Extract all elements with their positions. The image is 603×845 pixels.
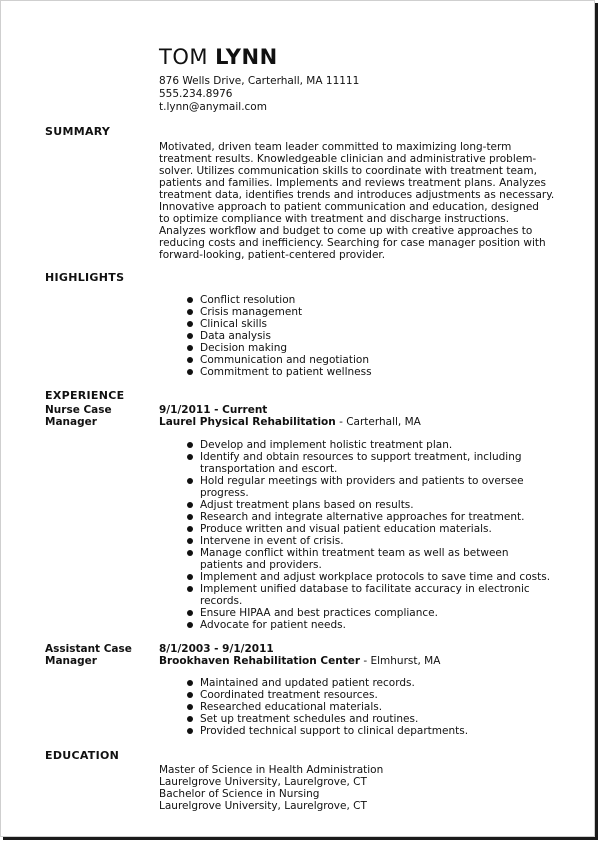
education-heading: EDUCATION — [45, 749, 120, 762]
summary-line: Analyzes workflow and budget to come up with creative approaches to — [159, 225, 533, 237]
job-title-line: Nurse Case Manager — [45, 404, 112, 428]
duty-item: Adjust treatment plans based on results. — [181, 499, 566, 511]
job-duties-list — [181, 439, 566, 631]
job-employer — [159, 655, 440, 667]
duty-item: Maintained and updated patient records. — [181, 677, 566, 689]
experience-heading: EXPERIENCE — [45, 389, 125, 402]
highlight-item: Decision making — [181, 342, 566, 354]
job-duties-list — [181, 677, 566, 737]
education-details — [159, 764, 383, 812]
job-title — [45, 643, 157, 667]
job-title-line: Manager — [45, 655, 97, 667]
job-title — [45, 404, 157, 428]
highlight-item: Communication and negotiation — [181, 354, 566, 366]
job-title-line: Assistant Case — [45, 643, 132, 655]
contact-info — [159, 75, 359, 114]
job-employer — [159, 416, 421, 428]
highlights-heading: HIGHLIGHTS — [45, 271, 125, 284]
highlight-item: Conflict resolution — [181, 294, 566, 306]
duty-item: Manage conflict within treatment team as well as between patients and providers. — [181, 547, 566, 571]
duty-item: Coordinated treatment resources. — [181, 689, 566, 701]
duty-item: Researched educational materials. — [181, 701, 566, 713]
company-name: Brookhaven Rehabilitation Center — [159, 655, 361, 667]
highlights-list — [181, 294, 566, 378]
duty-item: Research and integrate alternative approaches for treatment. — [181, 511, 566, 523]
school: Laurelgrove University, Laurelgrove, CT — [159, 776, 367, 788]
duty-item: Implement unified database to facilitate accuracy in electronic records. — [181, 583, 566, 607]
summary-line: treatment data, identifies trends and introduces adjustments as necessary. — [159, 189, 555, 201]
duty-item: Produce written and visual patient education materials. — [181, 523, 566, 535]
summary-heading: SUMMARY — [45, 125, 111, 138]
company-location: - Elmhurst, MA — [360, 655, 441, 667]
summary-line: forward-looking, patient-centered provider. — [159, 249, 386, 261]
summary-line: patients and families. Implements and reviews treatment plans. Analyzes — [159, 177, 546, 189]
summary-line: solver. Utilizes communication skills to coordinate with treatment team, — [159, 165, 537, 177]
first-name: TOM — [159, 45, 208, 69]
summary-line: Innovative approach to patient communication and education, designed — [159, 201, 539, 213]
duty-item: Hold regular meetings with providers and patients to oversee progress. — [181, 475, 566, 499]
job-dates: 8/1/2003 - 9/1/2011 — [159, 643, 274, 655]
duty-item: Provided technical support to clinical departments. — [181, 725, 566, 737]
duty-item: Set up treatment schedules and routines. — [181, 713, 566, 725]
summary-line: reducing costs and inefficiency. Searching for case manager position with — [159, 237, 546, 249]
highlight-item: Clinical skills — [181, 318, 566, 330]
company-name: Laurel Physical Rehabilitation — [159, 416, 336, 428]
job-dates: 9/1/2011 - Current — [159, 404, 268, 416]
duty-item: Develop and implement holistic treatment plan. — [181, 439, 566, 451]
candidate-name — [159, 45, 278, 69]
last-name: LYNN — [215, 45, 278, 69]
duty-item: Advocate for patient needs. — [181, 619, 566, 631]
summary-line: to optimize compliance with treatment and discharge instructions. — [159, 213, 510, 225]
degree: Bachelor of Science in Nursing — [159, 788, 320, 800]
highlight-item: Data analysis — [181, 330, 566, 342]
duty-item: Intervene in event of crisis. — [181, 535, 566, 547]
summary-line: Motivated, driven team leader committed to maximizing long-term — [159, 141, 512, 153]
duty-item: Identify and obtain resources to support treatment, including transportation and escort. — [181, 451, 566, 475]
summary-text — [159, 141, 559, 261]
summary-line: treatment results. Knowledgeable clinician and administrative problem- — [159, 153, 537, 165]
highlight-item: Commitment to patient wellness — [181, 366, 566, 378]
duty-item: Implement and adjust workplace protocols to save time and costs. — [181, 571, 566, 583]
duty-item: Ensure HIPAA and best practices compliance. — [181, 607, 566, 619]
company-location: - Carterhall, MA — [335, 416, 421, 428]
highlight-item: Crisis management — [181, 306, 566, 318]
school: Laurelgrove University, Laurelgrove, CT — [159, 800, 367, 812]
phone: 555.234.8976 — [159, 88, 233, 100]
degree: Master of Science in Health Administration — [159, 764, 384, 776]
address: 876 Wells Drive, Carterhall, MA 11111 — [159, 75, 360, 87]
email: t.lynn@anymail.com — [159, 101, 267, 113]
